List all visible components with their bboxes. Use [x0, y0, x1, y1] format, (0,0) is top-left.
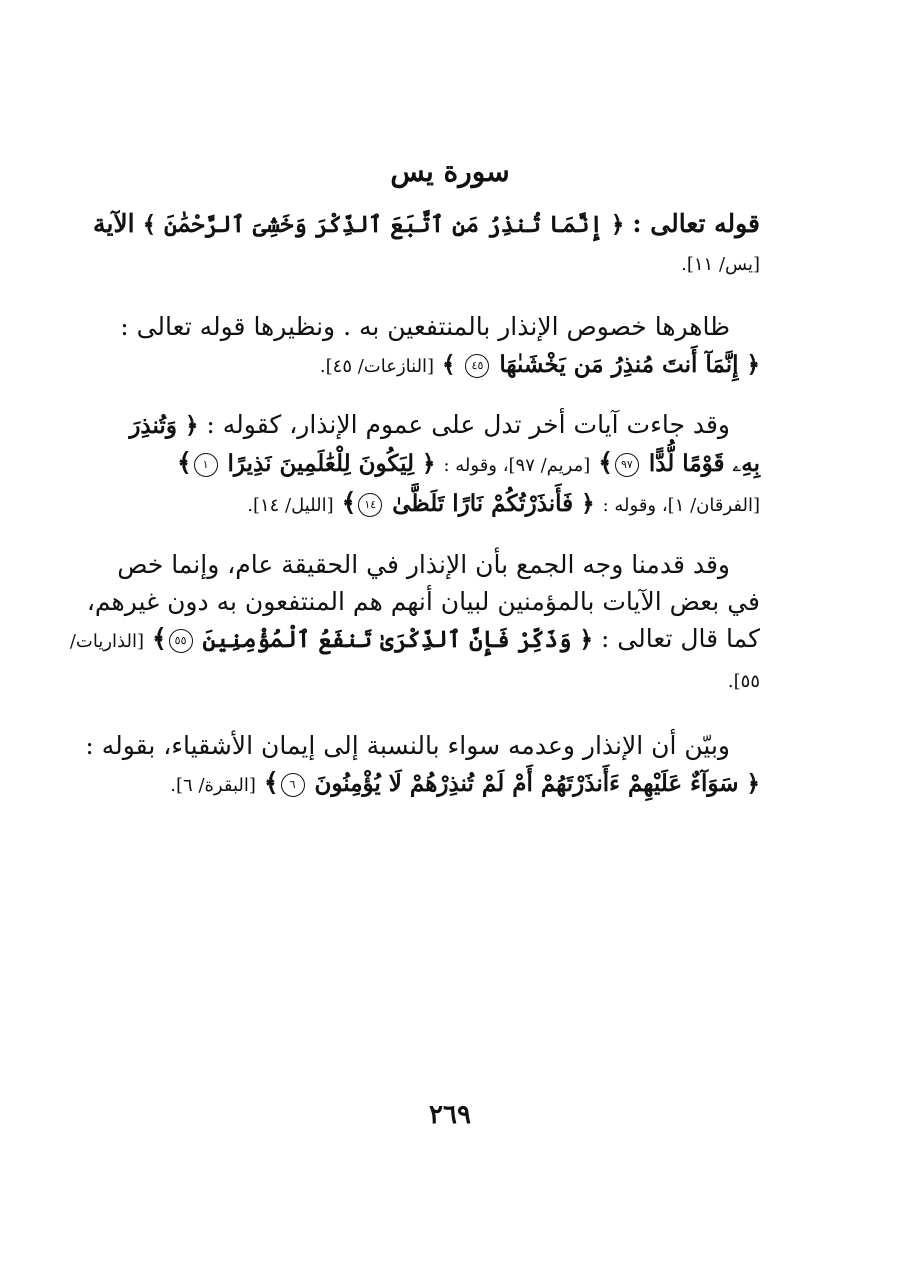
quran-verse: بِهِۦ قَوْمًا لُّدًّا: [648, 450, 760, 477]
paragraph-4-line-1: وقد قدمنا وجه الجمع بأن الإنذار في الحقيقة عام، وإنما خص: [117, 550, 730, 579]
verse-close-bracket: ﴾: [151, 624, 167, 653]
verse-reference: [يس/ ١١].: [681, 254, 760, 275]
ayah-number-icon: ١: [194, 453, 218, 477]
paragraph-4-line-4: [138, 660, 760, 700]
paragraph-3-line-2: [138, 444, 760, 484]
paragraph-5: [85, 727, 760, 804]
page-title: سورة يس: [390, 155, 510, 188]
paragraph-2-line-2: [138, 345, 760, 385]
verse-reference: [النازعات/ ٤٥].: [319, 356, 435, 377]
paragraph-4-line-3: [69, 620, 760, 660]
verse-reference: [الفرقان/ ١]، وقوله :: [602, 495, 760, 516]
verse-reference: [البقرة/ ٦].: [170, 775, 256, 796]
quran-verse: ﴿ وَتُنذِرَ: [129, 412, 199, 439]
verse-close-bracket: ﴾: [442, 351, 456, 378]
verse-close-bracket: ﴾: [176, 448, 192, 477]
verse-tail: الآية: [93, 209, 135, 238]
paragraph-3-line-1: [129, 406, 760, 444]
quote-lead: قوله تعالى :: [632, 209, 760, 238]
verse-reference: [الذاريات/: [69, 631, 144, 652]
quran-verse: ﴿ إِنَّمَآ أَنتَ مُنذِرُ مَن يَخْشَىٰهَا: [499, 351, 760, 378]
ayah-number-icon: ١٤: [358, 493, 382, 517]
paragraph-4: [69, 546, 760, 700]
verse-reference-cont: ٥٥].: [727, 671, 760, 692]
page-number: ٢٦٩: [429, 1100, 471, 1130]
paragraph-5-line-1: وبيّن أن الإنذار وعدمه سواء بالنسبة إلى إيمان الأشقياء، بقوله :: [85, 731, 730, 760]
verse-reference: [مريم/ ٩٧]، وقوله :: [443, 455, 591, 476]
paragraph-text: وقد جاءت آيات أخر تدل على عموم الإنذار، كقوله :: [206, 410, 730, 439]
paragraph-1: [93, 205, 760, 283]
paragraph-1-line-1: [93, 205, 760, 243]
quran-verse: ﴿ لِيَكُونَ لِلْعَٰلَمِينَ نَذِيرًا: [227, 450, 436, 477]
paragraph-3: [129, 406, 760, 524]
quran-verse: ﴿ سَوَآءٌ عَلَيْهِمْ ءَأَنذَرْتَهُمْ أَمْ لَمْ تُنذِرْهُمْ لَا يُؤْمِنُونَ: [314, 770, 760, 797]
paragraph-2-line-1: ظاهرها خصوص الإنذار بالمنتفعين به . ونظيرها قوله تعالى :: [120, 312, 730, 341]
ayah-number-icon: ٥٥: [169, 629, 193, 653]
verse-close-bracket: ﴾: [341, 488, 357, 517]
paragraph-text: كما قال تعالى :: [600, 624, 760, 653]
verse-close-bracket: ﴾: [598, 448, 613, 477]
quran-verse: ﴿ وَذَكِّرْ فَإِنَّ ٱلذِّكْرَىٰ تَنفَعُ ٱلْمُؤْمِنِينَ: [202, 626, 593, 653]
paragraph-4-line-2: في بعض الآيات بالمؤمنين لبيان أنهم هم المنتفعون به دون غيرهم،: [86, 587, 760, 616]
quran-verse: ﴿ إِنَّمَا تُنذِرُ مَنِ ٱتَّبَعَ ٱلذِّكْرَ وَخَشِىَ ٱلرَّحْمَٰنَ ﴾: [142, 211, 625, 238]
paragraph-3-line-3: [138, 484, 760, 524]
paragraph-2: [120, 308, 760, 385]
paragraph-5-line-2: [138, 764, 760, 804]
verse-close-bracket: ﴾: [263, 768, 279, 797]
verse-reference: [الليل/ ١٤].: [247, 495, 334, 516]
ayah-number-icon: ٦: [281, 773, 305, 797]
paragraph-1-line-2: [138, 243, 760, 283]
quran-verse: ﴿ فَأَنذَرْتُكُمْ نَارًا تَلَظَّىٰ: [392, 490, 595, 517]
ayah-number-icon: ٤٥: [465, 354, 489, 378]
ayah-number-icon: ٩٧: [615, 453, 639, 477]
